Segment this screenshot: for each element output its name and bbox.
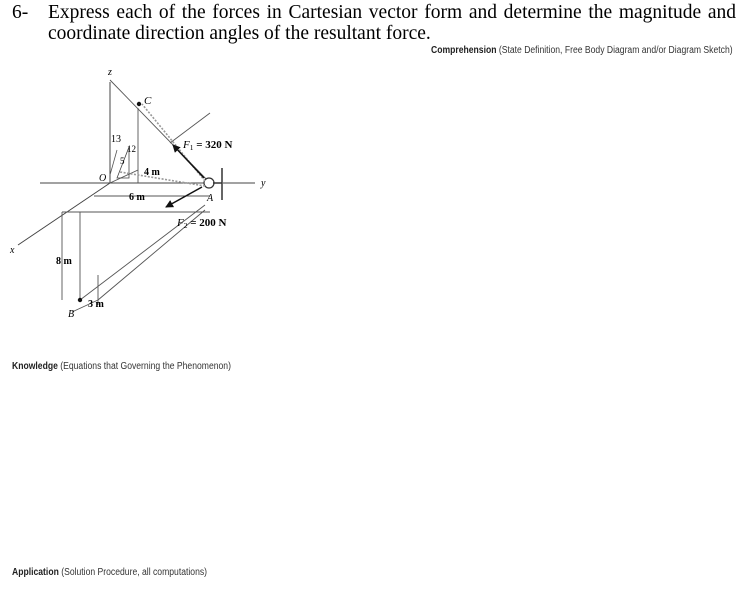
dimension-6m: 6 m (129, 192, 145, 203)
point-c-dot (137, 102, 141, 106)
f1-value: = 320 N (193, 139, 233, 151)
cable-ab (120, 172, 205, 186)
dimension-4m: 4 m (144, 167, 160, 178)
dimension-8m: 8 m (56, 256, 72, 267)
question-text-line-1: Express each of the forces in Cartesian vector form and determine the magnitude and (48, 2, 736, 23)
dimension-3m: 3 m (88, 299, 104, 310)
f1-symbol: F (183, 139, 190, 151)
comprehension-title: Comprehension (431, 45, 497, 56)
construction-line (80, 205, 205, 300)
knowledge-note: (Equations that Governing the Phenomenon) (57, 361, 231, 372)
f2-value: = 200 N (187, 217, 227, 229)
application-title: Application (12, 567, 59, 578)
comprehension-note: (State Definition, Free Body Diagram and/or Diagram Sketch) (496, 45, 733, 56)
force-diagram (0, 60, 280, 325)
slope-label-13: 13 (111, 134, 121, 145)
x-axis-line (18, 183, 110, 245)
f2-subscript: 2 (183, 221, 188, 230)
force-f1-label (182, 139, 233, 152)
force-f2-label (176, 217, 227, 230)
axis-z-label: z (108, 67, 112, 78)
ring-a (204, 178, 214, 188)
application-heading (12, 567, 207, 578)
slope-label-12: 12 (127, 144, 136, 154)
comprehension-heading (431, 45, 733, 56)
point-b-dot (78, 298, 82, 302)
knowledge-title: Knowledge (12, 361, 58, 372)
application-note: (Solution Procedure, all computations) (58, 567, 208, 578)
knowledge-heading (12, 361, 231, 372)
f2-symbol: F (177, 217, 184, 229)
f1-subscript: 1 (189, 143, 194, 152)
axis-y-label: y (261, 178, 266, 189)
point-a-label: A (207, 193, 214, 204)
slope-label-5: 5 (120, 156, 125, 166)
origin-label: O (99, 173, 107, 184)
axis-x-label: x (10, 245, 15, 256)
question-text-line-2: coordinate direction angles of the resultant force. (48, 23, 431, 44)
question-number: 6- (12, 2, 29, 23)
construction-line (110, 150, 117, 175)
point-c-label: C (144, 95, 152, 107)
point-b-label: B (68, 309, 75, 320)
force-arrow-f2 (166, 187, 202, 207)
